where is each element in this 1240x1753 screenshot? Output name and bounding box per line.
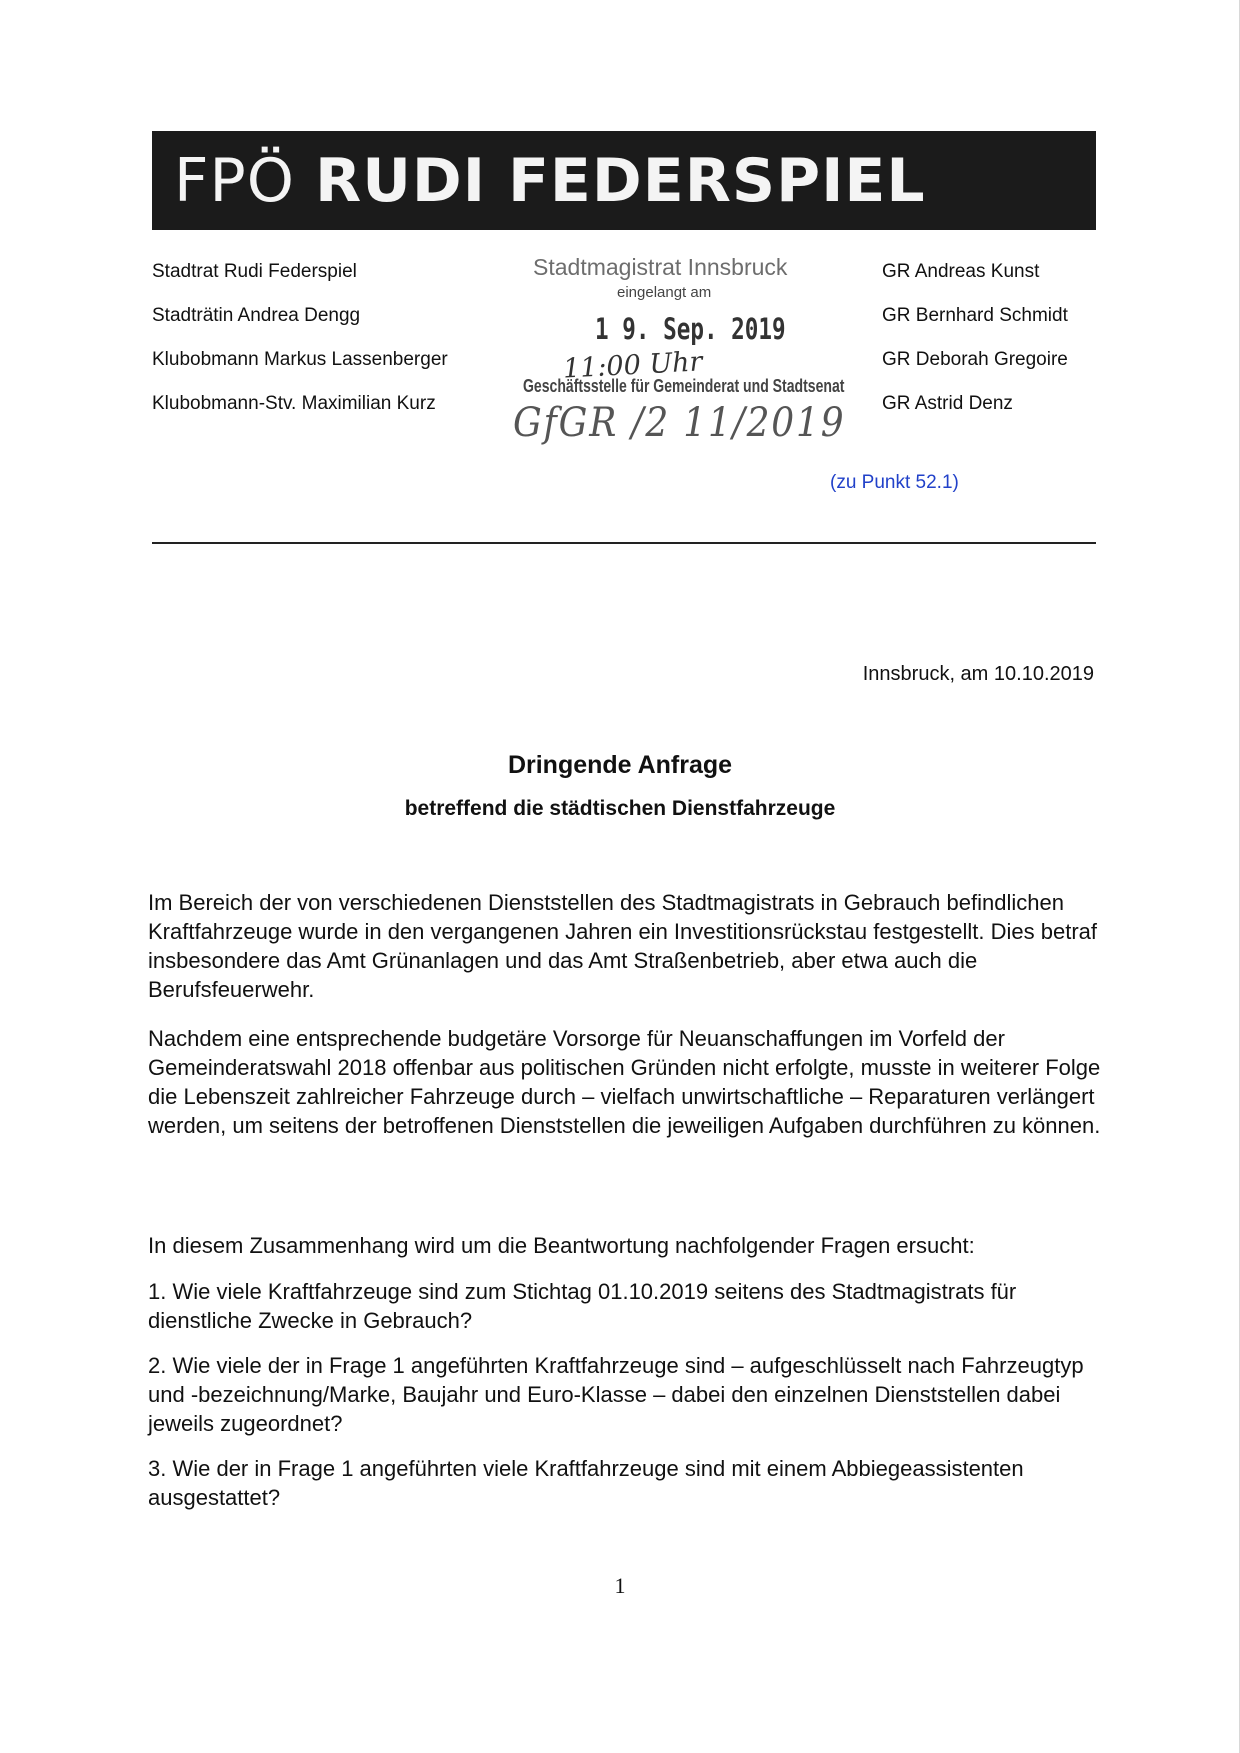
left-member-list [152, 250, 448, 426]
stamp-time-handwritten: 11:00 Uhr [562, 346, 704, 385]
member-name: GR Astrid Denz [882, 393, 1013, 414]
question-item: 2. Wie viele der in Frage 1 angeführten Kraftfahrzeuge sind – aufgeschlüsselt nach Fahrzeugtyp und -bezeichnung/Marke, Baujahr und Euro-Klasse – dabei den einzelnen Dienststellen dabei jeweils zugeordnet? [148, 1353, 1084, 1436]
stamp-date: 1 9. Sep. 2019 [595, 312, 786, 346]
agenda-point-note: (zu Punkt 52.1) [830, 472, 959, 493]
page-number: 1 [614, 1573, 626, 1598]
member-name: GR Bernhard Schmidt [882, 305, 1068, 326]
receipt-stamp [505, 250, 845, 450]
member-name: Klubobmann-Stv. Maximilian Kurz [152, 393, 436, 414]
banner-title [174, 141, 926, 221]
question-item: 3. Wie der in Frage 1 angeführten viele Kraftfahrzeuge sind mit einem Abbiegeassistenten ausgestattet? [148, 1456, 1024, 1510]
document-subtitle: betreffend die städtischen Dienstfahrzeuge [404, 797, 836, 820]
stamp-subtitle: eingelangt am [617, 284, 712, 301]
right-member-list [882, 250, 1068, 426]
party-name: FPÖ [174, 146, 295, 216]
member-name: Stadtrat Rudi Federspiel [152, 261, 357, 282]
politician-name: RUDI FEDERSPIEL [315, 146, 926, 216]
body-paragraph: In diesem Zusammenhang wird um die Beantwortung nachfolgender Fragen ersucht: [148, 1233, 975, 1258]
question-item: 1. Wie viele Kraftfahrzeuge sind zum Stichtag 01.10.2019 seitens des Stadtmagistrats für dienstliche Zwecke in Gebrauch? [148, 1279, 1017, 1333]
stamp-office: Geschäftsstelle für Gemeinderat und Stadtsenat [523, 376, 845, 396]
place-date: Innsbruck, am 10.10.2019 [862, 663, 1094, 685]
stamp-title: Stadtmagistrat Innsbruck [533, 254, 788, 280]
member-name: Klubobmann Markus Lassenberger [152, 349, 448, 370]
body-paragraph: Nachdem eine entsprechende budgetäre Vorsorge für Neuanschaffungen im Vorfeld der Gemeinderatswahl 2018 offenbar aus politischen Gründen nicht erfolgte, musste in weiterer Folge die Lebenszeit zahlreicher Fahrzeuge durch – vielfach unwirtschaftliche – Reparaturen verlängert werden, um seitens der betroffenen Dienststellen die jeweiligen Aufgaben durchführen zu können. [148, 1026, 1101, 1138]
stamp-reference-handwritten: GfGR /2 11/2019 [513, 400, 846, 446]
header-banner [152, 131, 1096, 230]
header-divider [152, 542, 1096, 544]
body-paragraph: Im Bereich der von verschiedenen Dienststellen des Stadtmagistrats in Gebrauch befindlichen Kraftfahrzeuge wurde in den vergangenen Jahren ein Investitionsrückstau festgestellt. Dies betraf insbesondere das Amt Grünanlagen und das Amt Straßenbetrieb, aber etwa auch die Berufsfeuerwehr. [148, 890, 1097, 1002]
member-name: GR Deborah Gregoire [882, 349, 1068, 370]
member-name: Stadträtin Andrea Dengg [152, 305, 361, 326]
document-title: Dringende Anfrage [507, 751, 733, 779]
member-name: GR Andreas Kunst [882, 261, 1040, 282]
